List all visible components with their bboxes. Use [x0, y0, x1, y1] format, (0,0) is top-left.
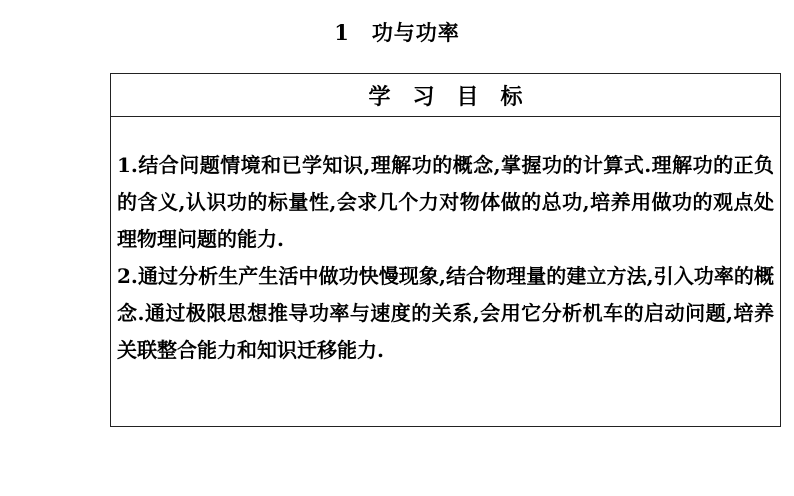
- learning-goal-item-2: 2.通过分析生产生活中做功快慢现象,结合物理量的建立方法,引入功率的概念.通过极限思想推导功率与速度的关系,会用它分析机车的启动问题,培养关联整合能力和知识迁移能力.: [117, 264, 774, 362]
- lesson-number: 1: [334, 20, 350, 45]
- learning-goals-table: [110, 73, 781, 427]
- lesson-title: [0, 18, 794, 48]
- learning-goals-header: 学习目标: [111, 74, 780, 117]
- learning-goal-item-1: 1.结合问题情境和已学知识,理解功的概念,掌握功的计算式.理解功的正负的含义,认识功的标量性,会求几个力对物体做的总功,培养用做功的观点处理物理问题的能力.: [117, 153, 774, 251]
- learning-goals-body: [111, 117, 780, 369]
- lesson-title-text: 功与功率: [371, 20, 460, 45]
